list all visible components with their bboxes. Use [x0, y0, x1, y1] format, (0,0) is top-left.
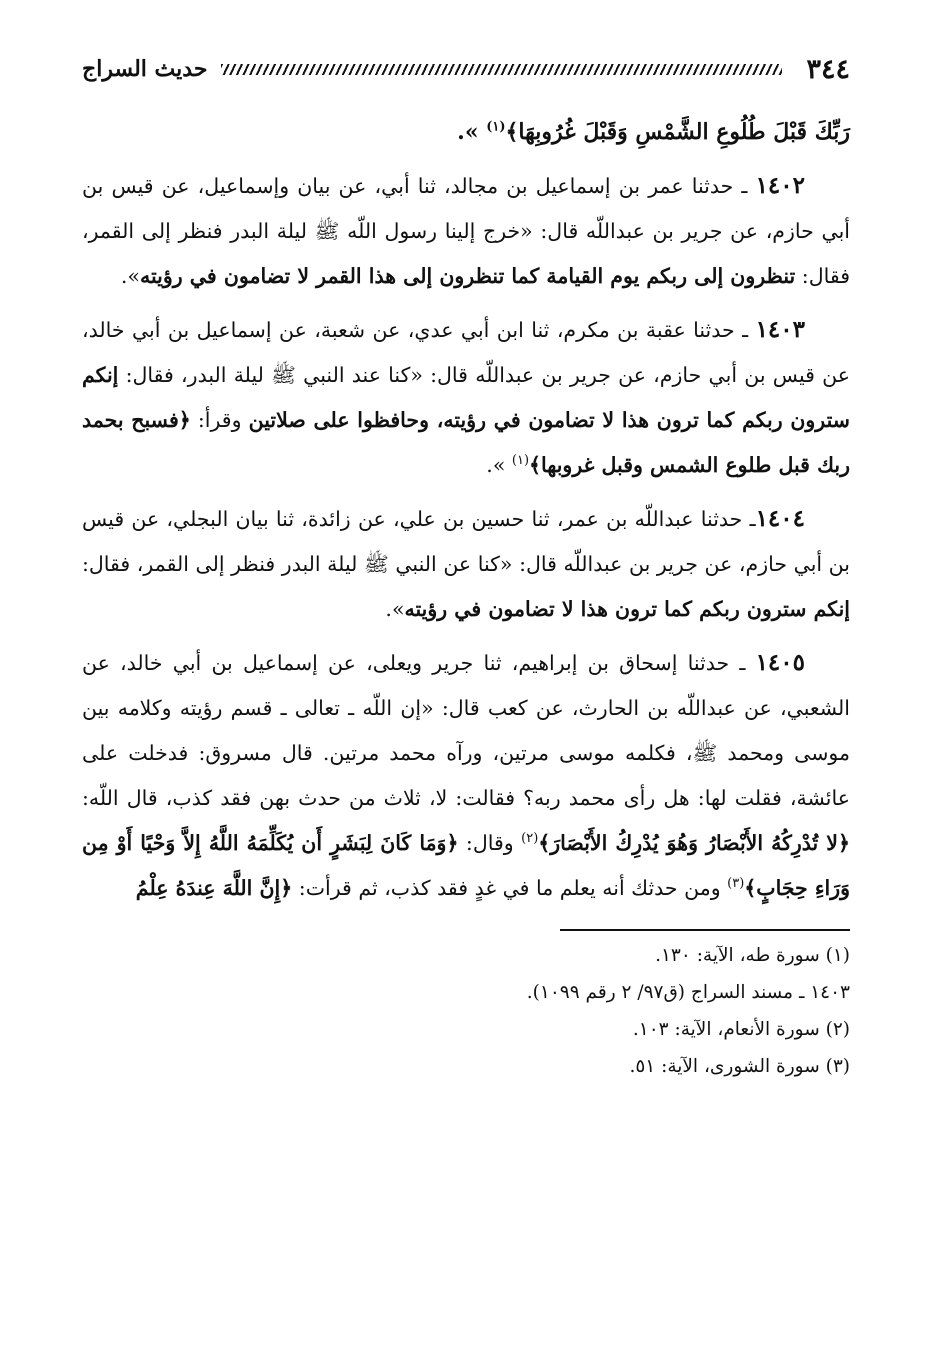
hadith-end: ». — [486, 453, 512, 477]
hadith-text: إنكم سترون ربكم كما ترون هذا لا تضامون في رؤيته، وحافظوا على صلاتين — [82, 363, 850, 432]
footnote: (٢) سورة الأنعام، الآية: ١٠٣. — [632, 1019, 850, 1040]
quran-continuation — [82, 110, 850, 155]
hadith-chain: ـ حدثنا عبداللّه بن عمر، ثنا حسين بن علي، عن زائدة، ثنا بيان البجلي، عن قيس بن أبي حازم، عن جرير بن عبداللّه قال: «كنا عن النبي ﷺ ليلة البدر فنظر إلى القمر، فقال: — [82, 507, 850, 576]
quran-quote: ﴿وَمَا كَانَ لِبَشَرٍ أَن يُكَلِّمَهُ اللَّهُ إِلاَّ وَحْيًا أَوْ مِن وَرَاءِ حِجَابٍ﴾ — [82, 831, 850, 900]
hadith-number: ١٤٠٣ — [755, 316, 805, 343]
book-page — [82, 48, 850, 1318]
quran-quote: ﴿فسبح بحمد ربك قبل طلوع الشمس وقبل غروبها﴾ — [82, 408, 850, 477]
quran-continuation-end: ». — [457, 119, 487, 145]
quran-quote: ﴿لا تُدْرِكُهُ الأَبْصَارُ وَهُوَ يُدْرِكُ الأَبْصَارَ﴾ — [538, 831, 850, 855]
hadith-chain: ـ حدثنا إسحاق بن إبراهيم، ثنا جرير ويعلى، عن إسماعيل بن أبي خالد، عن الشعبي، عن عبداللّه بن الحارث، عن كعب قال: «إن اللّه ـ تعالى ـ قسم رؤيته وكلامه بين موسى ومحمد ﷺ، فكلمه موسى مرتين، ورآه محمد مرتين. قال مسروق: فدخلت على عائشة، فقلت لها: هل رأى محمد ربه؟ فقالت: لا، ثلاث من حدث بهن فقد كذب، قال اللّه: — [82, 651, 850, 810]
footnote: ١٤٠٣ ـ مسند السراج (ق٩٧/ ٢ رقم ١٠٩٩). — [526, 982, 850, 1003]
quran-quote: ﴿إِنَّ اللَّهَ عِندَهُ عِلْمُ — [135, 876, 293, 900]
footnote: (١) سورة طه، الآية: ١٣٠. — [655, 945, 850, 966]
footnote-ref: (٢) — [521, 831, 539, 847]
hadith-text: تنظرون إلى ربكم يوم القيامة كما تنظرون إلى هذا القمر لا تضامون في رؤيته — [139, 264, 796, 288]
hadith-1404 — [82, 496, 850, 632]
page-number: ٣٤٤ — [806, 53, 850, 85]
hadith-number: ١٤٠٢ — [755, 172, 805, 199]
page-header — [82, 48, 850, 90]
hadith-1403 — [82, 307, 850, 488]
hadith-number: ١٤٠٥ — [755, 649, 805, 676]
footnote: (٣) سورة الشورى، الآية: ٥١. — [629, 1056, 850, 1077]
hadith-mid: وقال: — [458, 831, 522, 855]
footnote-divider — [560, 929, 850, 931]
hadith-end: ». — [120, 264, 140, 288]
footnote-ref: (١) — [486, 119, 506, 135]
hadith-number: ١٤٠٤ — [755, 505, 805, 532]
hadith-chain: ـ حدثنا عمر بن إسماعيل بن مجالد، ثنا أبي، عن بيان وإسماعيل، عن قيس بن أبي حازم، عن جرير بن عبداللّه قال: «خرج إلينا رسول اللّه ﷺ ليلة البدر فنظر إلى القمر، فقال: — [82, 174, 850, 288]
footnotes — [82, 937, 850, 1085]
hadith-mid: وقرأ: — [190, 408, 249, 432]
hadith-1405 — [82, 640, 850, 911]
hadith-chain: ـ حدثنا عقبة بن مكرم، ثنا ابن أبي عدي، عن شعبة، عن إسماعيل بن أبي خالد، عن قيس بن أبي حازم، عن جرير بن عبداللّه قال: «كنا عند النبي ﷺ ليلة البدر، فقال: — [82, 318, 850, 387]
hadith-text: إنكم سترون ربكم كما ترون هذا لا تضامون في رؤيته — [404, 597, 850, 621]
running-title: حديث السراج — [82, 56, 208, 82]
hadith-mid: ومن حدثك أنه يعلم ما في غدٍ فقد كذب، ثم قرأت: — [292, 876, 728, 900]
header-decorative-rule — [221, 64, 782, 75]
quran-continuation-text: رَبِّكَ قَبْلَ طُلُوعِ الشَّمْسِ وَقَبْلَ غُرُوبِهَا﴾ — [505, 119, 850, 145]
footnote-ref: (٣) — [727, 876, 745, 892]
page-body — [82, 110, 850, 911]
hadith-end: ». — [385, 597, 405, 621]
hadith-1402 — [82, 163, 850, 299]
footnote-ref: (١) — [511, 453, 530, 469]
